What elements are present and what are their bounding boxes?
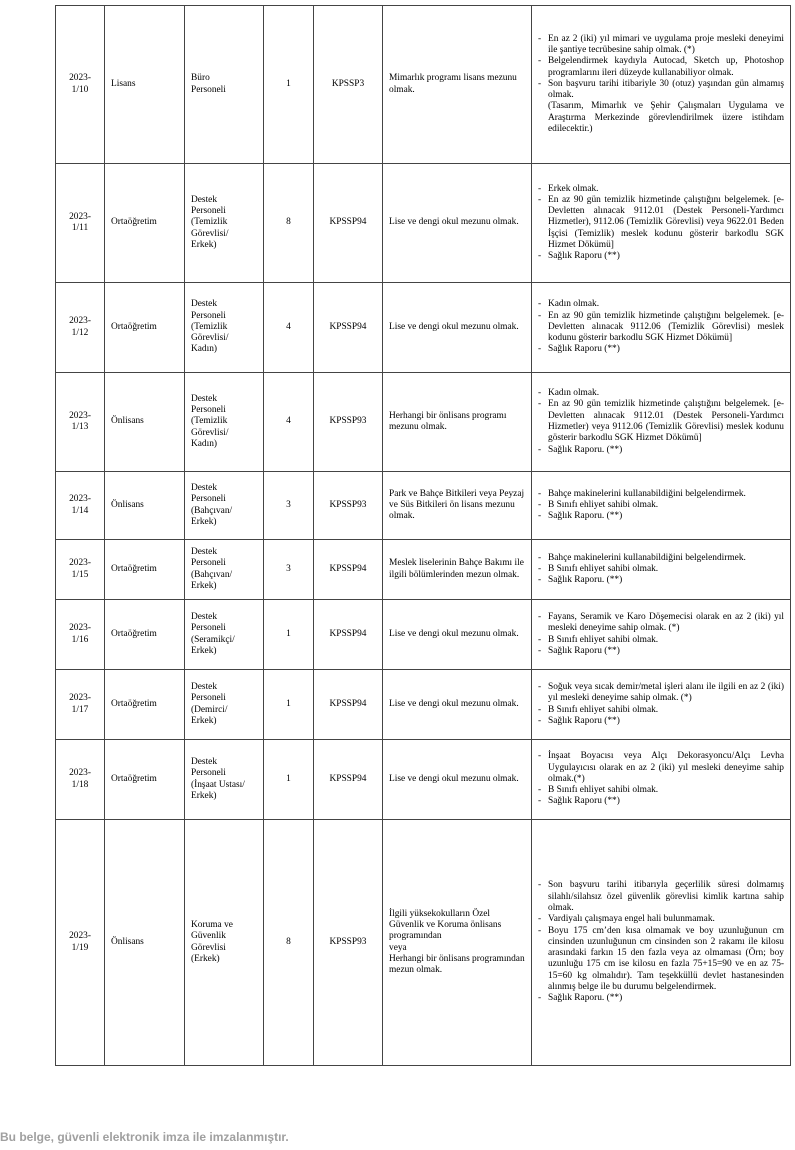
condition-item [538,796,784,807]
table-body [56,6,791,1066]
bullet-dash: - [538,552,542,563]
score-type: KPSSP94 [314,740,383,820]
position-count: 1 [264,670,314,740]
bullet-dash: - [538,611,542,622]
position-code: 2023- 1/18 [56,740,105,820]
bullet-dash: - [538,499,542,510]
conditions-cell [532,373,791,472]
conditions-cell [532,820,791,1066]
position-code: 2023- 1/12 [56,283,105,373]
condition-item [538,553,784,564]
education-level: Lisans [105,6,185,164]
condition-text: Vardiyalı çalışmaya engel hali bulunmamak. [548,914,715,925]
condition-item [538,716,784,727]
education-level: Ortaöğretim [105,600,185,670]
bullet-dash: - [538,681,542,692]
position-count: 1 [264,6,314,164]
condition-item [538,299,784,310]
position-title: Destek Personeli (Bahçıvan/ Erkek) [185,472,264,540]
bullet-dash: - [538,399,542,410]
condition-item [538,56,784,79]
bullet-dash: - [538,563,542,574]
score-type: KPSSP94 [314,600,383,670]
bullet-dash: - [538,444,542,455]
condition-text: B Sınıfı ehliyet sahibi olmak. [548,499,659,510]
score-type: KPSSP94 [314,670,383,740]
education-requirement: Park ve Bahçe Bitkileri veya Peyzaj ve Süs Bitkileri ön lisans mezunu olmak. [383,472,532,540]
bullet-dash: - [538,299,542,310]
education-level: Ortaöğretim [105,740,185,820]
position-count: 3 [264,540,314,600]
condition-text: En az 90 gün temizlik hizmetinde çalıştığını belgelemek. [e-Devletten alınacak 9112.01 (Destek Personeli-Yardımcı Hizmetler) veya 9112.06 (Temizlik Görevlisi) meslek kodunu gösterir barkodlu SGK Hizmet Dökümü] [548,399,784,444]
position-count: 1 [264,600,314,670]
condition-note: (Tasarım, Mimarlık ve Şehir Çalışmaları Uygulama ve Araştırma Merkezinde görevlendirilmek üzere istihdam edilecektir.) [548,101,784,134]
bullet-dash: - [538,310,542,321]
condition-item [538,785,784,796]
table-row [56,600,791,670]
table-row [56,740,791,820]
education-requirement: Mimarlık programı lisans mezunu olmak. [383,6,532,164]
bullet-dash: - [538,715,542,726]
score-type: KPSSP94 [314,164,383,283]
condition-text: Bahçe makinelerini kullanabildiğini belgelendirmek. [548,552,746,563]
education-requirement: Lise ve dengi okul mezunu olmak. [383,670,532,740]
conditions-cell [532,6,791,164]
score-type: KPSSP3 [314,6,383,164]
condition-item [538,344,784,355]
position-code: 2023- 1/17 [56,670,105,740]
position-count: 3 [264,472,314,540]
condition-text: B Sınıfı ehliyet sahibi olmak. [548,785,659,796]
position-title: Destek Personeli (Temizlik Görevlisi/ Kadın) [185,283,264,373]
bullet-dash: - [538,914,542,925]
table-row [56,164,791,283]
condition-text: Sağlık Raporu. (**) [548,575,623,586]
education-requirement: Lise ve dengi okul mezunu olmak. [383,600,532,670]
condition-item [538,445,784,456]
conditions-cell [532,472,791,540]
condition-text: Son başvuru tarihi itibarıyla geçerlilik süresi dolmamış silahlı/silahsız özel güvenlik görevlisi kimlik kartına sahip olmak. [548,880,784,914]
position-title: Destek Personeli (İnşaat Ustası/ Erkek) [185,740,264,820]
bullet-dash: - [538,785,542,796]
bullet-dash: - [538,925,542,936]
position-title: Destek Personeli (Temizlik Görevlisi/ Kadın) [185,373,264,472]
position-code: 2023- 1/11 [56,164,105,283]
condition-text: Sağlık Raporu (**) [548,344,620,355]
position-count: 8 [264,164,314,283]
score-type: KPSSP93 [314,820,383,1066]
conditions-cell [532,283,791,373]
condition-text: Erkek olmak. [548,183,599,194]
e-signature-notice: Bu belge, güvenli elektronik imza ile imzalanmıştır. [0,1130,289,1144]
condition-text: Soğuk veya sıcak demir/metal işleri alanı ile ilgili en az 2 (iki) yıl mesleki deneyime sahip olmak. (*) [548,681,784,704]
condition-item [538,993,784,1004]
education-requirement: Lise ve dengi okul mezunu olmak. [383,164,532,283]
bullet-dash: - [538,488,542,499]
position-count: 4 [264,283,314,373]
bullet-dash: - [538,796,542,807]
condition-item [538,489,784,500]
condition-item [538,646,784,657]
condition-item [538,635,784,646]
position-title: Destek Personeli (Temizlik Görevlisi/ Erkek) [185,164,264,283]
condition-item [538,79,784,102]
condition-item [538,612,784,635]
education-requirement: Meslek liselerinin Bahçe Bakımı ile ilgili bölümlerinden mezun olmak. [383,540,532,600]
education-requirement: İlgili yüksekokulların Özel Güvenlik ve Koruma önlisans programından veya Herhangi bir önlisans programından mezun olmak. [383,820,532,1066]
condition-text: B Sınıfı ehliyet sahibi olmak. [548,563,659,574]
condition-item [538,926,784,994]
position-title: Destek Personeli (Bahçıvan/ Erkek) [185,540,264,600]
position-count: 8 [264,820,314,1066]
position-code: 2023- 1/13 [56,373,105,472]
bullet-dash: - [538,78,542,89]
education-level: Ortaöğretim [105,164,185,283]
education-requirement: Herhangi bir önlisans programı mezunu olmak. [383,373,532,472]
table-row [56,472,791,540]
score-type: KPSSP93 [314,472,383,540]
position-title: Koruma ve Güvenlik Görevlisi (Erkek) [185,820,264,1066]
condition-text: Sağlık Raporu. (**) [548,511,623,522]
position-title: Büro Personeli [185,6,264,164]
score-type: KPSSP93 [314,373,383,472]
condition-item [538,682,784,705]
conditions-cell [532,540,791,600]
position-code: 2023- 1/10 [56,6,105,164]
bullet-dash: - [538,183,542,194]
bullet-dash: - [538,880,542,891]
bullet-dash: - [538,388,542,399]
condition-item [538,311,784,345]
condition-text: Kadın olmak. [548,299,600,310]
condition-text: Sağlık Raporu (**) [548,645,620,656]
position-count: 1 [264,740,314,820]
condition-item [538,388,784,399]
condition-text: En az 2 (iki) yıl mimari ve uygulama proje mesleki deneyimi ile şantiye tecrübesine sahip olmak. (*) [548,33,784,56]
score-type: KPSSP94 [314,540,383,600]
education-requirement: Lise ve dengi okul mezunu olmak. [383,740,532,820]
condition-item [538,251,784,262]
condition-text: En az 90 gün temizlik hizmetinde çalıştığını belgelemek. [e-Devletten alınacak 9112.06 (Temizlik Görevlisi) meslek kodunu gösterir barkodlu SGK Hizmet Dökümü] [548,310,784,344]
condition-item [538,575,784,586]
condition-text: En az 90 gün temizlik hizmetinde çalıştığını belgelemek. [e-Devletten alınacak 9112.01 (Destek Personeli-Yardımcı Hizmetler), 9112.06 (Temizlik Görevlisi) veya 9622.01 Beden İşçisi (Temizlik) meslek kodunu gösterir barkodlu SGK Hizmet Dökümü] [548,194,784,250]
condition-item [538,564,784,575]
bullet-dash: - [538,344,542,355]
conditions-cell [532,164,791,283]
condition-text: Sağlık Raporu (**) [548,251,620,262]
condition-item [538,914,784,925]
condition-item [538,511,784,522]
table-row [56,283,791,373]
table-row [56,670,791,740]
condition-text: Sağlık Raporu. (**) [548,444,623,455]
position-count: 4 [264,373,314,472]
position-code: 2023- 1/14 [56,472,105,540]
condition-item [538,184,784,195]
education-requirement: Lise ve dengi okul mezunu olmak. [383,283,532,373]
condition-text: Son başvuru tarihi itibariyle 30 (otuz) yaşından gün almamış olmak. [548,78,784,101]
condition-text: Sağlık Raporu. (**) [548,993,623,1004]
condition-text: Sağlık Raporu (**) [548,715,620,726]
conditions-cell [532,670,791,740]
condition-item [538,751,784,785]
bullet-dash: - [538,194,542,205]
bullet-dash: - [538,993,542,1004]
education-level: Önlisans [105,472,185,540]
condition-item [538,34,784,57]
education-level: Ortaöğretim [105,283,185,373]
bullet-dash: - [538,33,542,44]
table-row [56,373,791,472]
condition-item [538,399,784,444]
education-level: Ortaöğretim [105,670,185,740]
conditions-cell [532,600,791,670]
bullet-dash: - [538,575,542,586]
condition-text: Boyu 175 cm’den kısa olmamak ve boy uzunluğunun cm cinsinden uzunluğunun cm cinsinden son 2 rakamı ile kilosu arasındaki farkın 15 den fazla veya az olmaması (Örn; boy uzunluğu 175 cm ise kilosu en fazla 75+15=90 ve en az 75-15=60 kg olmalıdır). Tam teşekküllü devlet hastanesinden alınmış belge ile bu durumu belgelendirmek. [548,925,784,992]
condition-text: Kadın olmak. [548,388,600,399]
bullet-dash: - [538,704,542,715]
condition-text: Sağlık Raporu (**) [548,796,620,807]
education-level: Önlisans [105,820,185,1066]
position-code: 2023- 1/19 [56,820,105,1066]
condition-text: Fayans, Seramik ve Karo Döşemecisi olarak en az 2 (iki) yıl mesleki deneyime sahip olmak. (*) [548,611,784,634]
position-title: Destek Personeli (Demirci/ Erkek) [185,670,264,740]
position-code: 2023- 1/16 [56,600,105,670]
bullet-dash: - [538,751,542,762]
condition-item [538,500,784,511]
condition-item [538,195,784,251]
bullet-dash: - [538,634,542,645]
table-row [56,540,791,600]
positions-table [55,5,791,1066]
condition-text: B Sınıfı ehliyet sahibi olmak. [548,634,659,645]
position-title: Destek Personeli (Seramikçi/ Erkek) [185,600,264,670]
condition-item [538,705,784,716]
education-level: Önlisans [105,373,185,472]
condition-text: B Sınıfı ehliyet sahibi olmak. [548,704,659,715]
score-type: KPSSP94 [314,283,383,373]
condition-item [538,880,784,914]
education-level: Ortaöğretim [105,540,185,600]
bullet-dash: - [538,56,542,67]
table-row [56,6,791,164]
bullet-dash: - [538,251,542,262]
bullet-dash: - [538,511,542,522]
condition-text: İnşaat Boyacısı veya Alçı Dekorasyoncu/Alçı Levha Uygulayıcısı olarak en az 2 (iki) yıl mesleki deneyime sahip olmak.(*) [548,751,784,784]
condition-text: Belgelendirmek kaydıyla Autocad, Sketch up, Photoshop programlarını ileri düzeyde kullanabiliyor olmak. [548,56,784,78]
conditions-cell [532,740,791,820]
condition-text: Bahçe makinelerini kullanabildiğini belgelendirmek. [548,488,746,499]
position-code: 2023- 1/15 [56,540,105,600]
table-row [56,820,791,1066]
bullet-dash: - [538,645,542,656]
